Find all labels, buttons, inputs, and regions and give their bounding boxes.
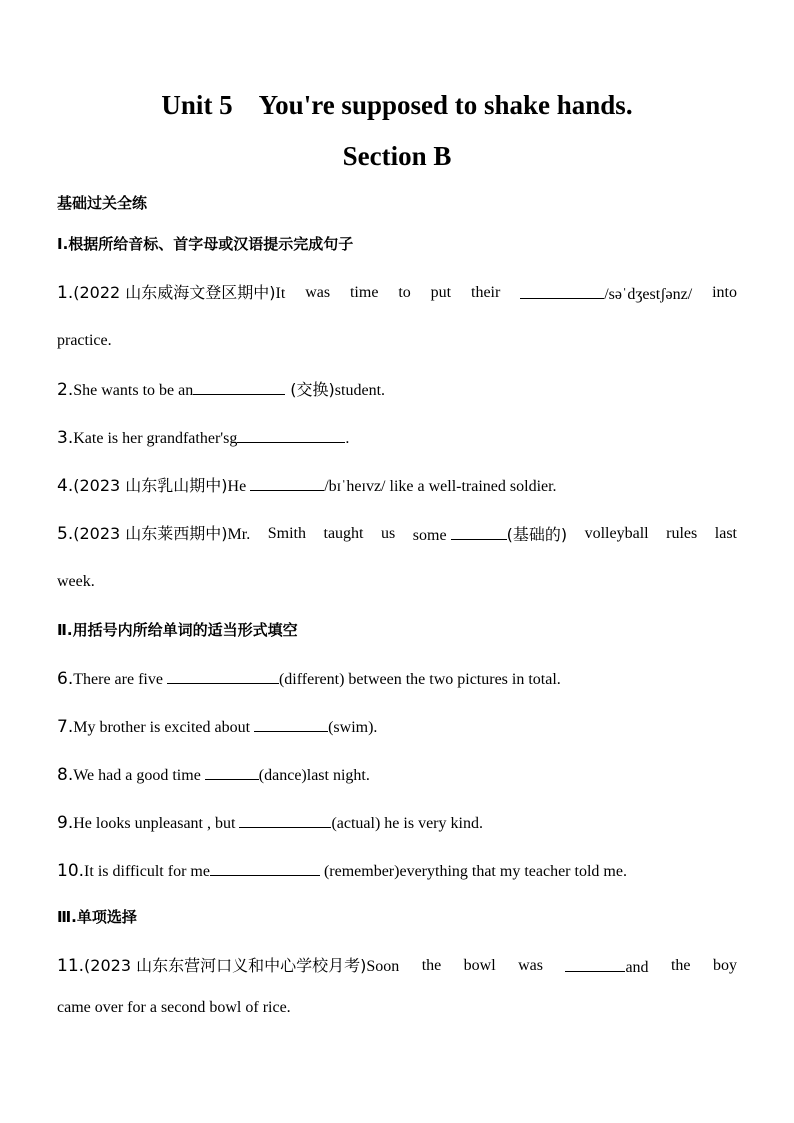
- word: boy: [712, 957, 737, 974]
- word: put: [430, 284, 452, 301]
- word: It: [275, 285, 286, 302]
- question-number: 8.: [57, 765, 74, 785]
- question-text: (remember)everything that my teacher told me.: [319, 863, 627, 880]
- word: time: [349, 284, 379, 301]
- question-text: He: [227, 478, 251, 495]
- initial-letter: g: [229, 430, 238, 447]
- word: bowl: [463, 957, 496, 974]
- question-number: 4.: [57, 476, 74, 496]
- part3-heading: Ⅲ.单项选择: [57, 908, 137, 926]
- word: Mr.: [227, 526, 251, 543]
- question-7: [57, 716, 737, 738]
- word: and: [625, 959, 649, 976]
- question-source: (2023 山东乳山期中): [73, 476, 228, 495]
- question-9: [57, 812, 737, 834]
- word: rules: [666, 525, 698, 542]
- answer-blank[interactable]: [210, 860, 320, 876]
- chinese-hint: (交换): [285, 380, 335, 399]
- question-number: 9.: [57, 813, 74, 833]
- question-number: 1.: [57, 283, 74, 303]
- word: us: [381, 525, 396, 542]
- question-11: [57, 956, 737, 978]
- question-1: [57, 283, 737, 305]
- page-title: Unit 5 You're supposed to shake hands.: [161, 90, 633, 120]
- word: volleyball: [584, 525, 649, 542]
- question-text: It is difficult for me: [84, 863, 210, 880]
- question-number: 7.: [57, 717, 74, 737]
- question-number: 3.: [57, 428, 74, 448]
- question-number: 10.: [57, 861, 85, 881]
- question-text: There are five: [73, 671, 167, 688]
- question-number: 11.: [57, 956, 85, 976]
- question-text: .: [345, 430, 350, 447]
- answer-blank[interactable]: [193, 379, 285, 395]
- question-source: (2023 山东东营河口义和中心学校月考): [84, 956, 367, 975]
- word: into: [712, 284, 737, 301]
- question-source: (2022 山东威海文登区期中): [73, 283, 276, 302]
- answer-blank[interactable]: [254, 716, 328, 732]
- question-text: /bɪˈheɪvz/ like a well-trained soldier.: [324, 478, 557, 495]
- word: to: [398, 284, 411, 301]
- question-1-continued: practice.: [57, 332, 112, 349]
- answer-blank[interactable]: [520, 283, 604, 299]
- question-text: We had a good time: [73, 767, 205, 784]
- question-text: He looks unpleasant , but: [73, 815, 240, 832]
- word: their: [471, 284, 501, 301]
- question-11-continued: came over for a second bowl of rice.: [57, 999, 291, 1016]
- answer-blank[interactable]: [565, 956, 625, 972]
- question-5-continued: week.: [57, 573, 95, 590]
- answer-blank[interactable]: [167, 668, 279, 684]
- question-10: [57, 860, 737, 882]
- question-2: [57, 379, 737, 401]
- word: the: [670, 957, 691, 974]
- part2-heading: Ⅱ.用括号内所给单词的适当形式填空: [57, 621, 298, 639]
- question-6: [57, 668, 737, 690]
- question-number: 6.: [57, 669, 74, 689]
- question-text: My brother is excited about: [73, 719, 255, 736]
- question-text: (dance)last night.: [258, 767, 370, 784]
- word: was: [518, 957, 543, 974]
- page-subtitle: Section B: [342, 141, 452, 171]
- word: Smith: [267, 525, 306, 542]
- question-number: 5.: [57, 524, 74, 544]
- question-text: (actual) he is very kind.: [331, 815, 483, 832]
- word: some: [412, 527, 447, 544]
- word: was: [305, 284, 331, 301]
- answer-blank[interactable]: [250, 475, 324, 491]
- part1-heading: Ⅰ.根据所给音标、首字母或汉语提示完成句子: [57, 235, 354, 253]
- question-number: 2.: [57, 380, 74, 400]
- question-text: (swim).: [328, 719, 378, 736]
- question-source: (2023 山东莱西期中): [73, 524, 228, 543]
- word: the: [421, 957, 442, 974]
- question-text: She wants to be an: [73, 382, 194, 399]
- answer-blank[interactable]: [451, 524, 507, 540]
- answer-blank[interactable]: [239, 812, 331, 828]
- question-3: [57, 427, 737, 449]
- question-text: Kate is her grandfather's: [73, 430, 230, 447]
- question-5: [57, 524, 737, 546]
- word: Soon: [366, 958, 400, 975]
- word: taught: [323, 525, 364, 542]
- question-text: (different) between the two pictures in total.: [278, 671, 561, 688]
- answer-blank[interactable]: [237, 427, 345, 443]
- phonetic-hint: /səˈdʒestʃənz/: [604, 286, 693, 303]
- question-8: [57, 764, 737, 786]
- section-label: 基础过关全练: [57, 194, 148, 212]
- question-text: student.: [334, 382, 386, 399]
- word: last: [714, 525, 737, 542]
- answer-blank[interactable]: [205, 764, 259, 780]
- chinese-hint: (基础的): [506, 525, 568, 544]
- question-4: [57, 475, 737, 497]
